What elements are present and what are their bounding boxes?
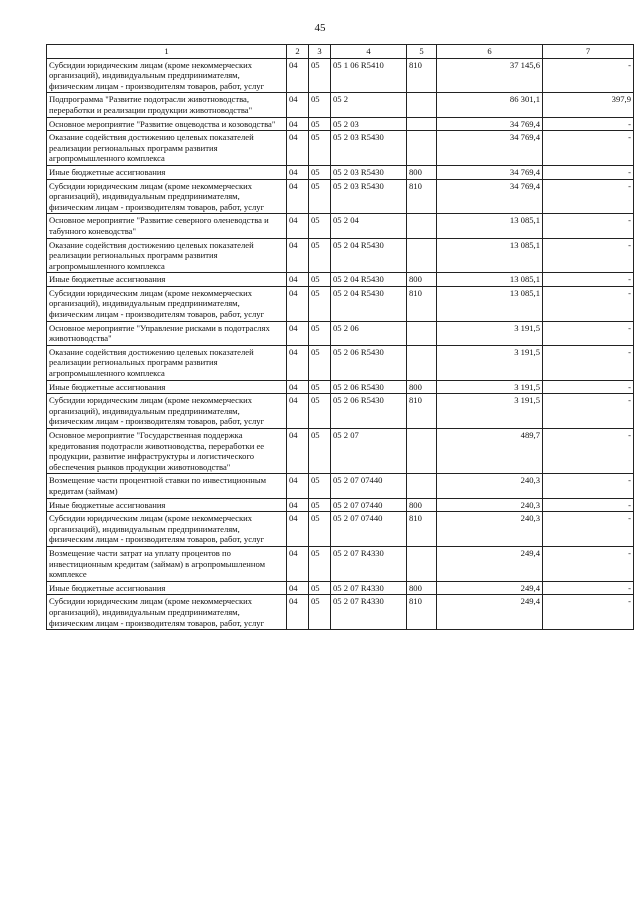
subsection-code-cell: 05 [309, 179, 331, 214]
expense-type-cell: 800 [407, 581, 437, 595]
row-name-cell: Основное мероприятие "Развитие овцеводства и козоводства" [47, 117, 287, 131]
target-article-cell: 05 2 07 R4330 [331, 581, 407, 595]
table-row [47, 394, 634, 429]
target-article-cell: 05 2 07 07440 [331, 498, 407, 512]
target-article-cell: 05 2 07 07440 [331, 512, 407, 547]
row-name-cell: Иные бюджетные ассигнования [47, 498, 287, 512]
table-row [47, 474, 634, 498]
table-row [47, 512, 634, 547]
row-name-cell: Основное мероприятие "Государственная поддержка кредитования подотрасли животноводства, переработки ее продукции, развитие инфраструктуры и логистического обеспечения рынков продукции животноводства" [47, 429, 287, 474]
amount-cell: 34 769,4 [437, 131, 543, 166]
amount-cell: 34 769,4 [437, 179, 543, 214]
section-code-cell: 04 [287, 394, 309, 429]
table-row [47, 321, 634, 345]
section-code-cell: 04 [287, 512, 309, 547]
row-name-cell: Основное мероприятие "Управление рисками в подотраслях животноводства" [47, 321, 287, 345]
row-name-cell: Оказание содействия достижению целевых показателей реализации региональных программ развития агропромышленного комплекса [47, 345, 287, 380]
target-article-cell: 05 2 03 [331, 117, 407, 131]
amount-extra-cell: - [543, 345, 634, 380]
section-code-cell: 04 [287, 179, 309, 214]
expense-type-cell: 810 [407, 512, 437, 547]
expense-type-cell [407, 546, 437, 581]
subsection-code-cell: 05 [309, 238, 331, 273]
budget-table [46, 44, 634, 630]
section-code-cell: 04 [287, 117, 309, 131]
target-article-cell: 05 2 06 R5430 [331, 345, 407, 380]
amount-extra-cell: - [543, 214, 634, 238]
row-name-cell: Иные бюджетные ассигнования [47, 165, 287, 179]
table-row [47, 58, 634, 93]
row-name-cell: Субсидии юридическим лицам (кроме некоммерческих организаций), индивидуальным предпринимателям, физическим лицам - производителям товаров, работ, услуг [47, 512, 287, 547]
target-article-cell: 05 2 04 [331, 214, 407, 238]
amount-extra-cell: - [543, 131, 634, 166]
amount-cell: 13 085,1 [437, 286, 543, 321]
section-code-cell: 04 [287, 131, 309, 166]
expense-type-cell: 800 [407, 498, 437, 512]
subsection-code-cell: 05 [309, 58, 331, 93]
subsection-code-cell: 05 [309, 546, 331, 581]
amount-cell: 13 085,1 [437, 214, 543, 238]
table-row [47, 179, 634, 214]
section-code-cell: 04 [287, 238, 309, 273]
subsection-code-cell: 05 [309, 117, 331, 131]
table-row [47, 131, 634, 166]
table-row [47, 546, 634, 581]
target-article-cell: 05 2 04 R5430 [331, 286, 407, 321]
target-article-cell: 05 2 06 R5430 [331, 380, 407, 394]
section-code-cell: 04 [287, 58, 309, 93]
row-name-cell: Оказание содействия достижению целевых показателей реализации региональных программ развития агропромышленного комплекса [47, 131, 287, 166]
expense-type-cell [407, 474, 437, 498]
row-name-cell: Субсидии юридическим лицам (кроме некоммерческих организаций), индивидуальным предпринимателям, физическим лицам - производителям товаров, работ, услуг [47, 595, 287, 630]
column-header: 3 [309, 45, 331, 59]
amount-extra-cell: - [543, 165, 634, 179]
amount-cell: 86 301,1 [437, 93, 543, 117]
table-row [47, 214, 634, 238]
subsection-code-cell: 05 [309, 474, 331, 498]
amount-extra-cell: - [543, 179, 634, 214]
amount-cell: 3 191,5 [437, 321, 543, 345]
table-row [47, 117, 634, 131]
section-code-cell: 04 [287, 546, 309, 581]
table-body [47, 58, 634, 630]
section-code-cell: 04 [287, 214, 309, 238]
amount-cell: 34 769,4 [437, 165, 543, 179]
amount-cell: 249,4 [437, 595, 543, 630]
section-code-cell: 04 [287, 165, 309, 179]
amount-extra-cell: - [543, 286, 634, 321]
column-header: 5 [407, 45, 437, 59]
row-name-cell: Субсидии юридическим лицам (кроме некоммерческих организаций), индивидуальным предпринимателям, физическим лицам - производителям товаров, работ, услуг [47, 58, 287, 93]
target-article-cell: 05 2 03 R5430 [331, 131, 407, 166]
amount-cell: 3 191,5 [437, 380, 543, 394]
amount-extra-cell: - [543, 273, 634, 287]
subsection-code-cell: 05 [309, 93, 331, 117]
amount-cell: 240,3 [437, 512, 543, 547]
expense-type-cell: 810 [407, 394, 437, 429]
subsection-code-cell: 05 [309, 595, 331, 630]
amount-extra-cell: - [543, 117, 634, 131]
target-article-cell: 05 2 06 [331, 321, 407, 345]
amount-cell: 3 191,5 [437, 345, 543, 380]
target-article-cell: 05 2 03 R5430 [331, 179, 407, 214]
subsection-code-cell: 05 [309, 165, 331, 179]
table-row [47, 286, 634, 321]
target-article-cell: 05 2 04 R5430 [331, 238, 407, 273]
expense-type-cell: 810 [407, 179, 437, 214]
section-code-cell: 04 [287, 345, 309, 380]
expense-type-cell: 810 [407, 58, 437, 93]
section-code-cell: 04 [287, 380, 309, 394]
section-code-cell: 04 [287, 498, 309, 512]
amount-extra-cell: - [543, 498, 634, 512]
amount-extra-cell: - [543, 512, 634, 547]
amount-extra-cell: - [543, 238, 634, 273]
amount-extra-cell: - [543, 321, 634, 345]
amount-cell: 37 145,6 [437, 58, 543, 93]
table-row [47, 273, 634, 287]
expense-type-cell: 800 [407, 273, 437, 287]
target-article-cell: 05 2 04 R5430 [331, 273, 407, 287]
table-row [47, 429, 634, 474]
expense-type-cell [407, 321, 437, 345]
amount-cell: 489,7 [437, 429, 543, 474]
section-code-cell: 04 [287, 321, 309, 345]
column-header: 7 [543, 45, 634, 59]
row-name-cell: Основное мероприятие "Развитие северного оленеводства и табунного коневодства" [47, 214, 287, 238]
expense-type-cell: 810 [407, 286, 437, 321]
table-row [47, 93, 634, 117]
expense-type-cell [407, 238, 437, 273]
expense-type-cell [407, 93, 437, 117]
amount-extra-cell: - [543, 380, 634, 394]
column-header: 2 [287, 45, 309, 59]
row-name-cell: Субсидии юридическим лицам (кроме некоммерческих организаций), индивидуальным предпринимателям, физическим лицам - производителям товаров, работ, услуг [47, 286, 287, 321]
expense-type-cell: 800 [407, 380, 437, 394]
amount-extra-cell: - [543, 394, 634, 429]
column-header: 6 [437, 45, 543, 59]
subsection-code-cell: 05 [309, 498, 331, 512]
table-row [47, 581, 634, 595]
amount-extra-cell: - [543, 546, 634, 581]
target-article-cell: 05 2 07 R4330 [331, 595, 407, 630]
row-name-cell: Оказание содействия достижению целевых показателей реализации региональных программ развития агропромышленного комплекса [47, 238, 287, 273]
target-article-cell: 05 2 [331, 93, 407, 117]
amount-extra-cell: - [543, 429, 634, 474]
subsection-code-cell: 05 [309, 345, 331, 380]
target-article-cell: 05 2 07 07440 [331, 474, 407, 498]
section-code-cell: 04 [287, 429, 309, 474]
table-row [47, 380, 634, 394]
section-code-cell: 04 [287, 581, 309, 595]
table-row [47, 595, 634, 630]
page-number: 45 [314, 22, 326, 34]
expense-type-cell: 800 [407, 165, 437, 179]
table-row [47, 345, 634, 380]
subsection-code-cell: 05 [309, 581, 331, 595]
target-article-cell: 05 2 07 [331, 429, 407, 474]
subsection-code-cell: 05 [309, 429, 331, 474]
table-row [47, 238, 634, 273]
amount-extra-cell: - [543, 474, 634, 498]
column-header: 4 [331, 45, 407, 59]
expense-type-cell [407, 214, 437, 238]
target-article-cell: 05 2 03 R5430 [331, 165, 407, 179]
row-name-cell: Возмещение части процентной ставки по инвестиционным кредитам (займам) [47, 474, 287, 498]
row-name-cell: Субсидии юридическим лицам (кроме некоммерческих организаций), индивидуальным предпринимателям, физическим лицам - производителям товаров, работ, услуг [47, 394, 287, 429]
section-code-cell: 04 [287, 93, 309, 117]
section-code-cell: 04 [287, 595, 309, 630]
row-name-cell: Иные бюджетные ассигнования [47, 581, 287, 595]
amount-extra-cell: 397,9 [543, 93, 634, 117]
table-row [47, 165, 634, 179]
table-row [47, 498, 634, 512]
target-article-cell: 05 1 06 R5410 [331, 58, 407, 93]
row-name-cell: Подпрограмма "Развитие подотрасли животноводства, переработки и реализации продукции животноводства" [47, 93, 287, 117]
expense-type-cell [407, 117, 437, 131]
row-name-cell: Иные бюджетные ассигнования [47, 273, 287, 287]
expense-type-cell [407, 429, 437, 474]
row-name-cell: Возмещение части затрат на уплату процентов по инвестиционным кредитам (займам) в агропромышленном комплексе [47, 546, 287, 581]
subsection-code-cell: 05 [309, 273, 331, 287]
amount-cell: 13 085,1 [437, 238, 543, 273]
subsection-code-cell: 05 [309, 131, 331, 166]
expense-type-cell [407, 345, 437, 380]
subsection-code-cell: 05 [309, 286, 331, 321]
amount-cell: 249,4 [437, 546, 543, 581]
column-header: 1 [47, 45, 287, 59]
subsection-code-cell: 05 [309, 380, 331, 394]
section-code-cell: 04 [287, 273, 309, 287]
amount-cell: 13 085,1 [437, 273, 543, 287]
row-name-cell: Субсидии юридическим лицам (кроме некоммерческих организаций), индивидуальным предпринимателям, физическим лицам - производителям товаров, работ, услуг [47, 179, 287, 214]
section-code-cell: 04 [287, 474, 309, 498]
amount-cell: 34 769,4 [437, 117, 543, 131]
amount-extra-cell: - [543, 595, 634, 630]
amount-cell: 249,4 [437, 581, 543, 595]
target-article-cell: 05 2 07 R4330 [331, 546, 407, 581]
amount-cell: 3 191,5 [437, 394, 543, 429]
target-article-cell: 05 2 06 R5430 [331, 394, 407, 429]
subsection-code-cell: 05 [309, 214, 331, 238]
amount-extra-cell: - [543, 58, 634, 93]
subsection-code-cell: 05 [309, 394, 331, 429]
expense-type-cell [407, 131, 437, 166]
row-name-cell: Иные бюджетные ассигнования [47, 380, 287, 394]
header-row [47, 45, 634, 59]
amount-cell: 240,3 [437, 474, 543, 498]
subsection-code-cell: 05 [309, 512, 331, 547]
amount-cell: 240,3 [437, 498, 543, 512]
expense-type-cell: 810 [407, 595, 437, 630]
section-code-cell: 04 [287, 286, 309, 321]
subsection-code-cell: 05 [309, 321, 331, 345]
amount-extra-cell: - [543, 581, 634, 595]
